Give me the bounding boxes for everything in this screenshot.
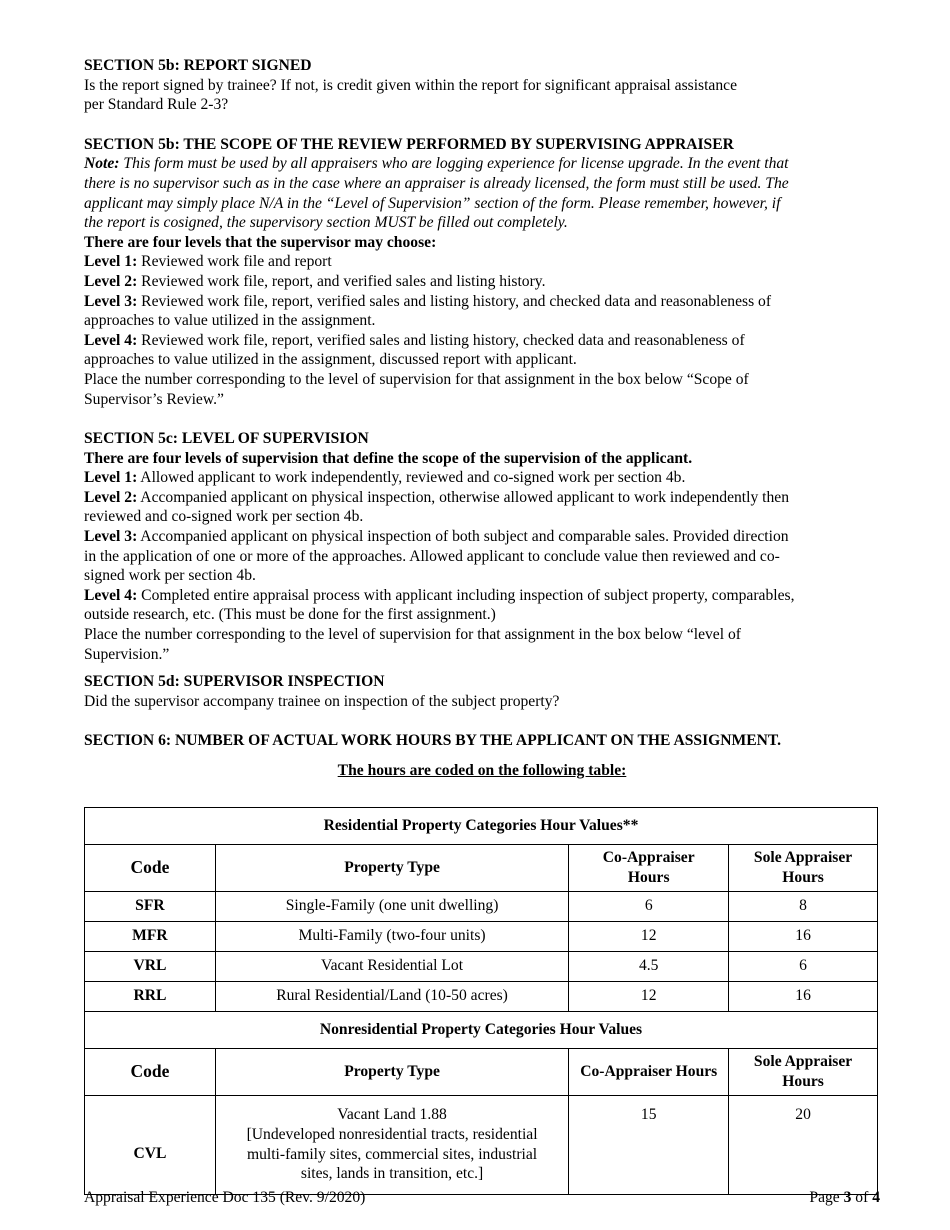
- hours-table: [84, 807, 878, 1195]
- scope-level-1: Level 1: Reviewed work file and report: [84, 253, 332, 271]
- levels-intro: There are four levels that the supervisor may choose:: [84, 233, 437, 251]
- supervision-level-1: Level 1: Allowed applicant to work independently, reviewed and co-signed work per section 4b.: [84, 469, 686, 487]
- scope-level-4: Level 4: Reviewed work file, report, verified sales and listing history, checked data and reasonableness of: [84, 331, 745, 349]
- row-co-hours: 4.5: [569, 951, 729, 981]
- supervision-level-4-cont: outside research, etc. (This must be done for the first assignment.): [84, 606, 496, 624]
- row-co-hours: 12: [569, 921, 729, 951]
- row-property-type: Vacant Land 1.88 [Undeveloped nonresidential tracts, residential multi-family sites, commercial sites, industrial sites, lands in transition, etc.]: [215, 1095, 569, 1194]
- table-intro: The hours are coded on the following table:: [337, 762, 627, 779]
- section-5b-signed-line: per Standard Rule 2-3?: [84, 96, 229, 114]
- row-co-hours: 15: [569, 1095, 729, 1194]
- residential-header-row: [85, 844, 878, 891]
- row-code: RRL: [85, 981, 216, 1011]
- residential-title: Residential Property Categories Hour Values**: [85, 807, 878, 844]
- row-co-hours: 6: [569, 891, 729, 921]
- supervision-level-4: Level 4: Completed entire appraisal process with applicant including inspection of subject property, comparables,: [84, 586, 795, 604]
- nonresidential-title: Nonresidential Property Categories Hour Values: [85, 1011, 878, 1048]
- scope-instruction-cont: Supervisor’s Review.”: [84, 390, 224, 408]
- header-code: Code: [85, 844, 216, 891]
- table-row: [85, 891, 878, 921]
- supervision-level-3: Level 3: Accompanied applicant on physical inspection of both subject and comparable sales. Provided direction: [84, 528, 789, 546]
- scope-instruction: Place the number corresponding to the level of supervision for that assignment in the box below “Scope of: [84, 370, 749, 388]
- supervision-level-2: Level 2: Accompanied applicant on physical inspection, otherwise allowed applicant to work independently then: [84, 488, 789, 506]
- header-sole-appraiser: Sole Appraiser Hours: [729, 1048, 878, 1095]
- section-6-heading: SECTION 6: NUMBER OF ACTUAL WORK HOURS BY THE APPLICANT ON THE ASSIGNMENT.: [84, 732, 782, 750]
- row-sole-hours: 16: [729, 921, 878, 951]
- row-sole-hours: 20: [729, 1095, 878, 1194]
- section-5b-signed-line: Is the report signed by trainee? If not, is credit given within the report for significant appraisal assistance: [84, 76, 737, 94]
- inspection-question: Did the supervisor accompany trainee on inspection of the subject property?: [84, 692, 560, 710]
- document-page: [84, 56, 880, 1195]
- page-number: Page 3 of 4: [809, 1189, 880, 1206]
- nonresidential-title-row: [85, 1011, 878, 1048]
- footer-doc-id: Appraisal Experience Doc 135 (Rev. 9/2020): [84, 1189, 366, 1206]
- section-5c-heading: SECTION 5c: LEVEL OF SUPERVISION: [84, 430, 369, 448]
- supervision-level-3-cont: in the application of one or more of the approaches. Allowed applicant to conclude value then reviewed and co-: [84, 547, 780, 565]
- row-sole-hours: 16: [729, 981, 878, 1011]
- header-sole-appraiser: Sole Appraiser Hours: [729, 844, 878, 891]
- section-5b-scope-heading: SECTION 5b: THE SCOPE OF THE REVIEW PERFORMED BY SUPERVISING APPRAISER: [84, 135, 734, 153]
- note-line: applicant may simply place N/A in the “Level of Supervision” section of the form. Please remember, however, if: [84, 194, 781, 212]
- table-row: [85, 921, 878, 951]
- header-property-type: Property Type: [215, 1048, 569, 1095]
- row-code: SFR: [85, 891, 216, 921]
- row-property-type: Single-Family (one unit dwelling): [215, 891, 569, 921]
- row-co-hours: 12: [569, 981, 729, 1011]
- header-code: Code: [85, 1048, 216, 1095]
- table-row: [85, 1095, 878, 1194]
- scope-level-3-cont: approaches to value utilized in the assignment.: [84, 312, 376, 330]
- row-code: MFR: [85, 921, 216, 951]
- row-property-type: Multi-Family (two-four units): [215, 921, 569, 951]
- supervision-instruction-cont: Supervision.”: [84, 645, 170, 663]
- note-line: Note: This form must be used by all appraisers who are logging experience for license upgrade. In the event that: [84, 155, 789, 173]
- table-row: [85, 951, 878, 981]
- header-co-appraiser: Co-Appraiser Hours: [569, 1048, 729, 1095]
- supervision-level-3-cont: signed work per section 4b.: [84, 567, 256, 585]
- table-row: [85, 981, 878, 1011]
- supervision-intro: There are four levels of supervision that define the scope of the supervision of the applicant.: [84, 449, 693, 467]
- nonresidential-header-row: [85, 1048, 878, 1095]
- row-sole-hours: 8: [729, 891, 878, 921]
- residential-title-row: [85, 807, 878, 844]
- row-code: CVL: [85, 1095, 216, 1194]
- scope-level-3: Level 3: Reviewed work file, report, verified sales and listing history, and checked data and reasonableness of: [84, 292, 772, 310]
- row-code: VRL: [85, 951, 216, 981]
- header-property-type: Property Type: [215, 844, 569, 891]
- section-5d-heading: SECTION 5d: SUPERVISOR INSPECTION: [84, 673, 385, 691]
- scope-level-2: Level 2: Reviewed work file, report, and verified sales and listing history.: [84, 272, 546, 290]
- note-line: there is no supervisor such as in the case where an appraiser is already licensed, the form must still be used. The: [84, 174, 789, 192]
- scope-level-4-cont: approaches to value utilized in the assignment, discussed report with applicant.: [84, 351, 577, 369]
- page-footer: [84, 1188, 880, 1208]
- header-co-appraiser: Co-Appraiser Hours: [569, 844, 729, 891]
- row-property-type: Vacant Residential Lot: [215, 951, 569, 981]
- row-sole-hours: 6: [729, 951, 878, 981]
- supervision-instruction: Place the number corresponding to the level of supervision for that assignment in the box below “level of: [84, 626, 741, 644]
- supervision-level-2-cont: reviewed and co-signed work per section 4b.: [84, 508, 364, 526]
- section-5b-signed-heading: SECTION 5b: REPORT SIGNED: [84, 57, 312, 74]
- row-property-type: Rural Residential/Land (10-50 acres): [215, 981, 569, 1011]
- note-line: the report is cosigned, the supervisory section MUST be filled out completely.: [84, 214, 568, 232]
